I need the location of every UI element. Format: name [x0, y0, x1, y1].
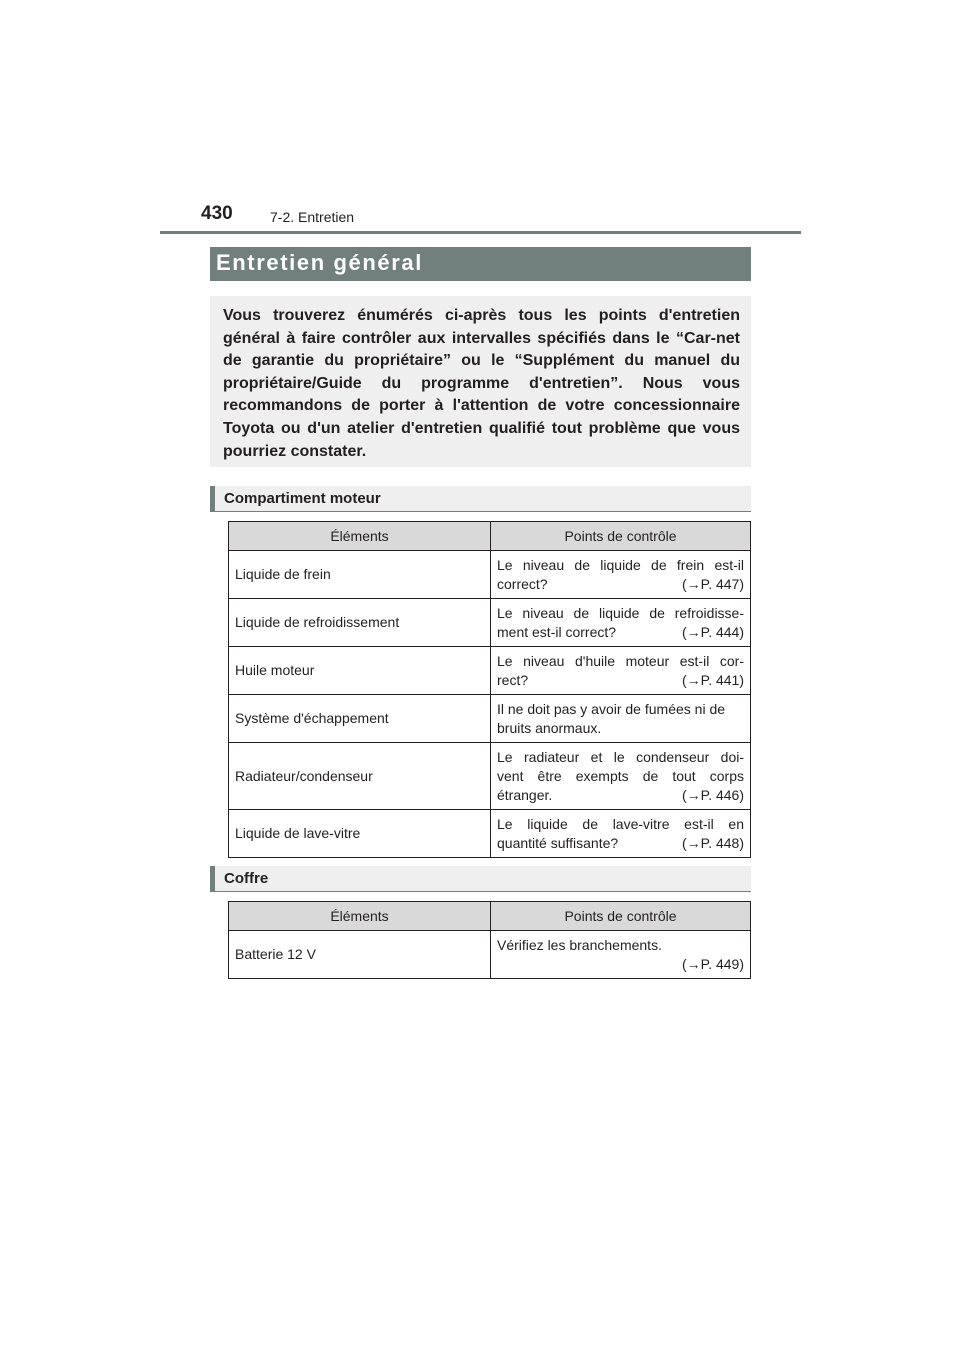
check-line: Le niveau de liquide de refroidisse- — [497, 604, 744, 621]
section-title-bar — [210, 247, 751, 281]
section-title-engine: Compartiment moteur — [224, 490, 381, 507]
check-line — [497, 575, 744, 594]
check-cell — [491, 931, 751, 979]
page-title: Entretien général — [216, 250, 423, 275]
section-accent — [210, 866, 215, 891]
section-accent — [210, 486, 215, 511]
check-cell — [491, 810, 751, 858]
check-line: Vérifiez les branchements. — [497, 936, 662, 953]
check-line: Le niveau d'huile moteur est-il cor- — [497, 652, 744, 669]
item-cell: Batterie 12 V — [229, 931, 491, 979]
page-reference: (→P. 446) — [682, 786, 744, 803]
item-cell: Liquide de lave-vitre — [229, 810, 491, 858]
table-header-row — [229, 522, 751, 551]
page-reference: (→P. 448) — [682, 834, 744, 851]
page-reference: (→P. 441) — [682, 671, 744, 688]
check-line — [497, 623, 744, 642]
item-cell: Radiateur/condenseur — [229, 743, 491, 810]
intro-box — [210, 296, 751, 467]
table-row — [229, 743, 751, 810]
intro-text: Vous trouverez énumérés ci-après tous les points d'entretien général à faire contrôler aux intervalles spécifiés dans le “Car-net de garantie du propriétaire” ou le “Supplément du manuel du propriétaire/Guide du programme d'entretien”. Nous vous recommandons de porter à l'attention de votre concessionnaire Toyota ou d'un atelier d'entretien qualifié tout problème que vous pourriez constater. — [223, 307, 740, 460]
section-title-trunk: Coffre — [224, 870, 269, 887]
check-line: Le niveau de liquide de frein est-il — [497, 556, 744, 573]
chapter-title: 7-2. Entretien — [270, 209, 355, 225]
table-row — [229, 647, 751, 695]
section-header-engine — [210, 486, 751, 512]
check-line — [497, 834, 744, 853]
engine-table — [228, 521, 751, 858]
table-row — [229, 599, 751, 647]
table-row — [229, 931, 751, 979]
item-cell: Liquide de refroidissement — [229, 599, 491, 647]
check-cell — [491, 647, 751, 695]
check-cell — [491, 599, 751, 647]
check-line — [497, 671, 744, 690]
table-row — [229, 551, 751, 599]
item-cell: Liquide de frein — [229, 551, 491, 599]
check-line: Le radiateur et le condenseur doi- — [497, 748, 744, 765]
table-header-row — [229, 902, 751, 931]
column-header-checkpoints: Points de contrôle — [491, 522, 751, 551]
column-header-checkpoints: Points de contrôle — [491, 902, 751, 931]
column-header-items: Éléments — [229, 522, 491, 551]
check-text: correct? — [497, 575, 548, 592]
check-cell — [491, 743, 751, 810]
page-number: 430 — [201, 203, 233, 224]
item-cell: Système d'échappement — [229, 695, 491, 743]
page-reference: (→P. 447) — [682, 575, 744, 592]
table-row — [229, 810, 751, 858]
check-text: quantité suffisante? — [497, 834, 619, 851]
check-text: rect? — [497, 671, 529, 688]
check-line: vent être exempts de tout corps — [497, 767, 744, 784]
check-line — [497, 786, 744, 805]
section-header-trunk — [210, 866, 751, 892]
column-header-items: Éléments — [229, 902, 491, 931]
check-text: étranger. — [497, 786, 553, 803]
page-reference: (→P. 449) — [682, 955, 744, 972]
check-cell — [491, 551, 751, 599]
check-line: Il ne doit pas y avoir de fumées ni de — [497, 700, 726, 717]
check-line: Le liquide de lave-vitre est-il en — [497, 815, 744, 832]
header-rule — [160, 231, 801, 234]
check-text: ment est-il correct? — [497, 623, 617, 640]
page-reference: (→P. 444) — [682, 623, 744, 640]
check-line: bruits anormaux. — [497, 719, 602, 736]
item-cell: Huile moteur — [229, 647, 491, 695]
trunk-table — [228, 901, 751, 979]
table-row — [229, 695, 751, 743]
check-cell — [491, 695, 751, 743]
